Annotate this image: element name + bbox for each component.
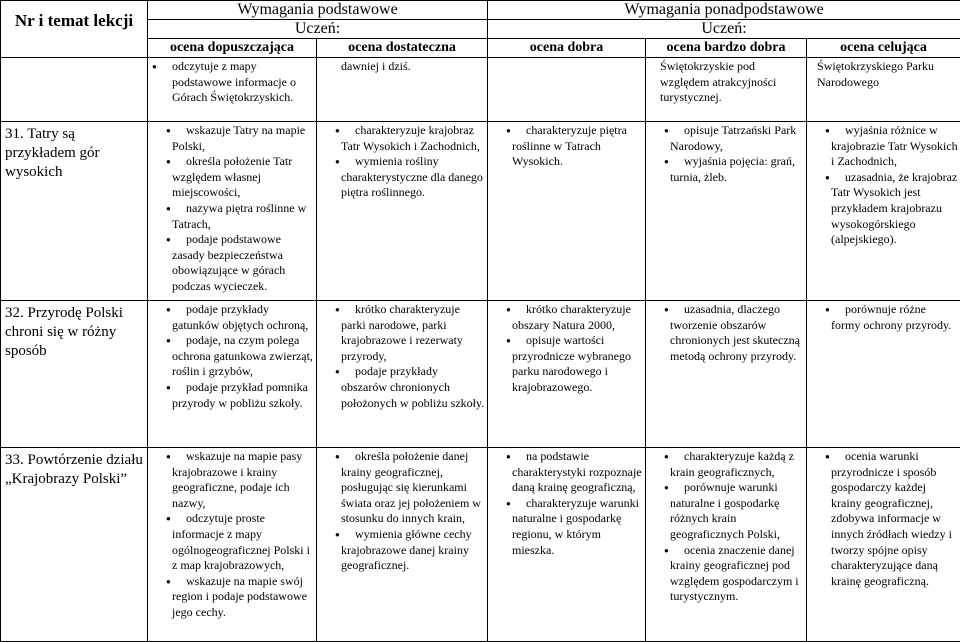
basic-requirements-header — [148, 1, 488, 20]
list-item: ● określa położenie danej krainy geograficznej, posługując się kierunkami świata oraz jej położeniem w stosunku do innych krain, — [319, 449, 485, 527]
list-item: ● podaje podstawowe zasady bezpieczeństwa obowiązujące w górach podczas wycieczek. — [150, 232, 314, 294]
list-item: ● podaje przykłady gatunków objętych ochroną, — [150, 302, 314, 333]
continued-text: Świętokrzyskie pod względem atrakcyjności turystycznej. — [648, 59, 804, 106]
topic-cell: 31. Tatry są przykładem gór wysokich — [1, 122, 148, 301]
grade-header-4: ocena bardzo dobra — [646, 39, 807, 58]
list-item: ● ocenia warunki przyrodnicze i sposób gospodarczy każdej krainy geograficznej, zdobywa informacje w innych źródłach wiedzy i tworzy spójne opisy charakteryzujące daną krainę geograficzną. — [809, 449, 958, 589]
requirement-cell — [807, 301, 960, 448]
requirement-cell — [148, 301, 317, 448]
topic-column-header: Nr i temat lekcji — [1, 1, 148, 58]
topic-cell: 32. Przyrodę Polski chroni się w różny sposób — [1, 301, 148, 448]
advanced-requirements-header — [488, 1, 960, 20]
list-item: ● wskazuje na mapie swój region i podaje podstawowe jego cechy. — [150, 574, 314, 621]
list-item: ● odczytuje z mapy podstawowe informacje o Górach Świętokrzyskich. — [150, 59, 314, 106]
requirement-cell — [807, 58, 960, 122]
requirement-cell — [807, 448, 960, 642]
requirement-cell — [807, 122, 960, 301]
advanced-title: Wymagania ponadpodstawowe — [488, 1, 960, 19]
requirement-cell — [488, 58, 646, 122]
grade-header-2: ocena dostateczna — [317, 39, 488, 58]
continued-text: dawniej i dziś. — [319, 59, 485, 75]
list-item: ● ocenia znaczenie danej krainy geograficznej pod względem gospodarczym i turystycznym. — [648, 543, 804, 605]
list-item: ● charakteryzuje krajobraz Tatr Wysokich i Zachodnich, — [319, 123, 485, 154]
list-item: ● określa położenie Tatr względem własnej miejscowości, — [150, 154, 314, 201]
list-item: ● opisuje Tatrzański Park Narodowy, — [648, 123, 804, 154]
grade-header-3: ocena dobra — [488, 39, 646, 58]
topic-cell — [1, 58, 148, 122]
list-item: ● opisuje wartości przyrodnicze wybranego parku narodowego i krajobrazowego. — [490, 333, 643, 395]
requirement-cell — [646, 448, 807, 642]
requirement-cell — [317, 58, 488, 122]
list-item: ● wskazuje na mapie pasy krajobrazowe i krainy geograficzne, podaje ich nazwy, — [150, 449, 314, 511]
list-item: ● krótko charakteryzuje parki narodowe, parki krajobrazowe i rezerwaty przyrody, — [319, 302, 485, 364]
list-item: ● uzasadnia, dlaczego tworzenie obszarów chronionych jest skuteczną metodą ochrony przyrody. — [648, 302, 804, 364]
student-basic: Uczeń: — [148, 20, 488, 39]
list-item: ● charakteryzuje piętra roślinne w Tatrach Wysokich. — [490, 123, 643, 170]
list-item: ● podaje, na czym polega ochrona gatunkowa zwierząt, roślin i grzybów, — [150, 333, 314, 380]
list-item: ● wymienia rośliny charakterystyczne dla danego piętra roślinnego. — [319, 154, 485, 201]
grade-header-1: ocena dopuszczająca — [148, 39, 317, 58]
list-item: ● odczytuje proste informacje z mapy ogólnogeograficznej Polski i z map krajobrazowych, — [150, 511, 314, 573]
requirement-cell — [488, 122, 646, 301]
list-item: ● podaje przykłady obszarów chronionych położonych w pobliżu szkoły. — [319, 364, 485, 411]
list-item: ● wyjaśnia pojęcia: grań, turnia, żleb. — [648, 154, 804, 185]
requirement-cell — [488, 301, 646, 448]
table-row — [1, 448, 960, 642]
requirement-cell — [148, 122, 317, 301]
student-advanced: Uczeń: — [488, 20, 960, 39]
continued-text: Świętokrzyskiego Parku Narodowego — [809, 59, 958, 90]
requirement-cell — [148, 448, 317, 642]
list-item: ● porównuje różne formy ochrony przyrody. — [809, 302, 958, 333]
requirement-cell — [646, 58, 807, 122]
list-item: ● uzasadnia, że krajobraz Tatr Wysokich jest przykładem krajobrazu wysokogórskiego (alpejskiego). — [809, 170, 958, 248]
requirement-cell — [646, 122, 807, 301]
table-row — [1, 122, 960, 301]
list-item: ● charakteryzuje każdą z krain geograficznych, — [648, 449, 804, 480]
list-item: ● wyjaśnia różnice w krajobrazie Tatr Wysokich i Zachodnich, — [809, 123, 958, 170]
topic-cell: 33. Powtórzenie działu „Krajobrazy Polski” — [1, 448, 148, 642]
list-item: ● charakteryzuje warunki naturalne i gospodarkę regionu, w którym mieszka. — [490, 496, 643, 558]
grade-header-5: ocena celująca — [807, 39, 960, 58]
list-item: ● wskazuje Tatry na mapie Polski, — [150, 123, 314, 154]
requirement-cell — [148, 58, 317, 122]
list-item: ● wymienia główne cechy krajobrazowe danej krainy geograficznej. — [319, 527, 485, 574]
table-row — [1, 58, 960, 122]
list-item: ● krótko charakteryzuje obszary Natura 2000, — [490, 302, 643, 333]
requirement-cell — [317, 301, 488, 448]
requirement-cell — [646, 301, 807, 448]
requirement-cell — [488, 448, 646, 642]
requirement-cell — [317, 122, 488, 301]
basic-title: Wymagania podstawowe — [148, 1, 487, 19]
list-item: ● na podstawie charakterystyki rozpoznaje daną krainę geograficzną, — [490, 449, 643, 496]
list-item: ● podaje przykład pomnika przyrody w pobliżu szkoły. — [150, 380, 314, 411]
list-item: ● porównuje warunki naturalne i gospodarkę różnych krain geograficznych Polski, — [648, 480, 804, 542]
requirement-cell — [317, 448, 488, 642]
list-item: ● nazywa piętra roślinne w Tatrach, — [150, 201, 314, 232]
table-row — [1, 301, 960, 448]
